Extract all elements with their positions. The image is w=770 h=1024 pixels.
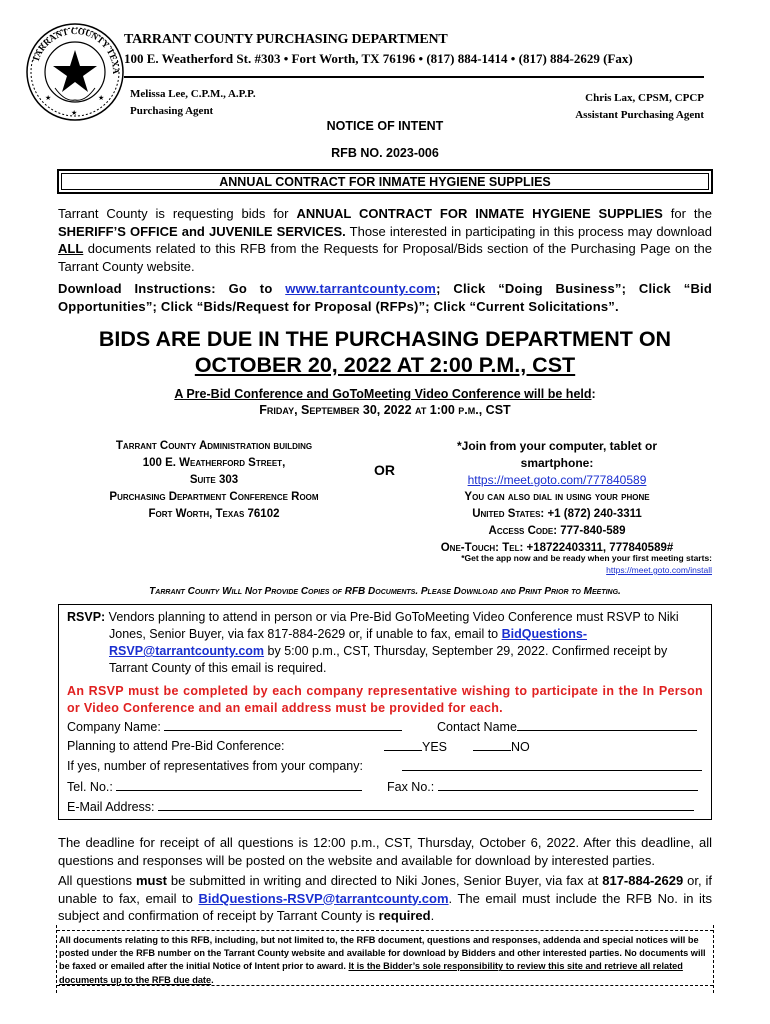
assistant-agent-title: Assistant Purchasing Agent (575, 109, 704, 121)
no-copies-warning: Tarrant County Will Not Provide Copies of RFB Documents. Please Download and Print Prior to Meeting. (149, 586, 621, 597)
department-name: TARRANT COUNTY PURCHASING DEPARTMENT (124, 32, 448, 47)
yes-field[interactable] (384, 739, 422, 751)
fax-label: Fax No.: (387, 780, 435, 794)
submission-email-link[interactable]: BidQuestions-RSVP@tarrantcounty.com (198, 890, 449, 906)
planning-label: Planning to attend Pre-Bid Conference: (67, 739, 285, 753)
rsvp-text: by 5:00 p.m., CST, Thursday, September 29, 2022. Confirmed receipt by Tarrant County of this email is required. (109, 644, 668, 675)
tel-label: Tel. No.: (67, 780, 113, 794)
agent-title: Purchasing Agent (130, 105, 214, 117)
conference-venue (60, 438, 368, 523)
venue-line: Fort Worth, Texas 76102 (148, 508, 280, 520)
or-label: OR (374, 462, 395, 478)
fine-print-border-right (713, 925, 714, 993)
company-name-field[interactable] (164, 719, 402, 731)
agent-name: Melissa Lee, C.P.M., A.P.P. (130, 88, 256, 100)
join-line: You can also dial in using your phone (464, 491, 650, 503)
venue-line: Purchasing Department Conference Room (109, 491, 319, 503)
meeting-link[interactable]: https://meet.goto.com/777840589 (467, 473, 647, 487)
tel-row (67, 779, 362, 794)
svg-text:★: ★ (45, 95, 52, 102)
phone-number: United States: +1 (872) 240-3311 (472, 508, 642, 520)
svg-text:TARRANT COUNTY TEXAS: TARRANT COUNTY TEXA (30, 25, 122, 75)
app-note-text: *Get the app now and be ready when your first meeting starts: (461, 553, 712, 563)
conference-date: Friday, September 30, 2022 at 1:00 p.m., CST (259, 403, 511, 417)
no-label: NO (511, 740, 530, 754)
svg-text:★: ★ (71, 110, 78, 117)
rsvp-label: RSVP: (67, 610, 106, 624)
intro-text: Those interested in participating in this process may download (345, 223, 712, 239)
one-touch: One-Touch: Tel: +18722403311, 777840589# (440, 542, 674, 554)
submission-required: required (378, 908, 431, 923)
email-row (67, 799, 694, 814)
rsvp-email-link[interactable]: BidQuestions-RSVP@tarrantcounty.com (109, 627, 588, 658)
contact-name-field[interactable] (517, 719, 697, 731)
purchasing-agent (130, 86, 256, 120)
contract-title: ANNUAL CONTRACT FOR INMATE HYGIENE SUPPLIES (61, 173, 709, 190)
email-label: E-Mail Address: (67, 800, 155, 814)
venue-line: Tarrant County Administration building (115, 440, 313, 452)
email-field[interactable] (158, 799, 694, 811)
rfb-number: RFB NO. 2023-006 (331, 146, 439, 160)
submission-text: All questions (58, 873, 136, 888)
svg-text:★: ★ (98, 95, 105, 102)
tel-field[interactable] (116, 779, 362, 791)
intro-text: documents related to this RFB from the Requests for Proposal/Bids section of the Purchasing Page on the Tarrant County website. (58, 241, 712, 274)
rsvp-box (58, 604, 712, 820)
intro-contract: ANNUAL CONTRACT FOR INMATE HYGIENE SUPPLIES (296, 206, 663, 221)
fine-print-text: All documents relating to this RFB, including, but not limited to, the RFB document, questions and responses, addenda and special notices will be posted under the RFB number on the Tarrant County website and available for download by Bidders and other interested parties. No documents will be faxed or emailed after the initial Notice of Intent prior to award. (59, 935, 706, 972)
conference-heading-text: A Pre-Bid Conference and GoToMeeting Video Conference will be held (174, 387, 592, 401)
department-address: 100 E. Weatherford St. #303 • Fort Worth, TX 76196 • (817) 884-1414 • (817) 884-2629 (Fax) (124, 51, 633, 66)
intro-departments: SHERIFF’S OFFICE and JUVENILE SERVICES. (58, 223, 346, 239)
county-seal (25, 22, 125, 122)
assistant-agent-name: Chris Lax, CPSM, CPCP (585, 92, 704, 104)
due-date (0, 352, 770, 378)
intro-paragraph (58, 205, 712, 275)
conference-heading (0, 387, 770, 401)
fine-print-responsibility: It is the Bidder’s sole responsibility to review this site and retrieve all related documents up to the RFB due date (59, 961, 683, 985)
submission-text: or, if unable to fax, email to (58, 873, 712, 906)
question-submission (58, 872, 712, 925)
contact-name-label: Contact Name (437, 720, 517, 734)
venue-line: Suite 303 (189, 474, 239, 486)
join-line: *Join from your computer, tablet or (456, 439, 658, 453)
intro-text: Tarrant County is requesting bids for (58, 206, 297, 221)
app-note (461, 552, 712, 576)
no-option (473, 739, 530, 754)
company-name-label: Company Name: (67, 720, 161, 734)
submission-must: must (135, 873, 167, 888)
fine-print: All documents relating to this RFB, including, but not limited to, the RFB document, questions and responses, addenda and special notices will be posted under the RFB number on the Tarrant County website and available for download by Bidders and other interested parties. No documents will be faxed or emailed after the initial Notice of Intent prior to award. It is the Bidder’s sole responsibility to review this site and retrieve all related documents up to the RFB due date. (57, 930, 713, 986)
yes-option (384, 739, 447, 754)
reps-field-wrap (402, 759, 702, 774)
submission-text: . The email must include the RFB No. in its subject and confirmation of receipt by Tarrant County is (58, 890, 712, 923)
contact-name-row (437, 719, 697, 734)
reps-label: If yes, number of representatives from your company: (67, 759, 363, 773)
instructions-text: ; Click “Doing Business”; Click “Bid Opportunities”; Click “Bids/Request for Proposal (RFPs)”; Click “Current Solicitations”. (58, 281, 712, 314)
intro-all: ALL (58, 241, 84, 256)
conference-colon: : (591, 387, 596, 401)
rsvp-red-notice: An RSVP must be completed by each company representative wishing to participate in the In Person or Video Conference and an email address must be provided for each. (67, 684, 703, 715)
intro-text: for the (662, 206, 712, 221)
planning-row (67, 739, 285, 753)
access-code: Access Code: 777-840-589 (488, 525, 626, 537)
submission-text: be submitted in writing and directed to Niki Jones, Senior Buyer, via fax at (167, 873, 603, 888)
yes-label: YES (422, 740, 448, 754)
company-name-row (67, 719, 402, 734)
due-line-1: BIDS ARE DUE IN THE PURCHASING DEPARTMENT ON (98, 327, 672, 351)
due-date-text: OCTOBER 20, 2022 AT 2:00 P.M., CST (194, 353, 576, 377)
header-divider (124, 76, 704, 78)
instructions-text: Download Instructions: Go to (58, 281, 286, 296)
reps-row (67, 759, 363, 773)
notice-title: NOTICE OF INTENT (326, 119, 444, 133)
no-field[interactable] (473, 739, 511, 751)
online-join-info (402, 438, 712, 557)
reps-field[interactable] (402, 759, 702, 771)
join-line: smartphone: (520, 456, 594, 470)
venue-line: 100 E. Weatherford Street, (142, 457, 286, 469)
install-link[interactable]: https://meet.goto.com/install (606, 565, 712, 575)
fax-row (387, 779, 698, 794)
download-instructions (58, 280, 712, 315)
website-link[interactable]: www.tarrantcounty.com (285, 281, 437, 296)
rsvp-paragraph (67, 609, 703, 717)
submission-text: . (430, 908, 435, 923)
rsvp-text: Vendors planning to attend in person or via Pre-Bid GoToMeeting Video Conference must RSVP to Niki Jones, Senior Buyer, via fax 817-884-2629 or, if unable to fax, email to (105, 610, 679, 641)
fax-field[interactable] (438, 779, 698, 791)
submission-fax: 817-884-2629 (602, 873, 684, 888)
contract-title-box (57, 169, 713, 194)
question-deadline: The deadline for receipt of all questions is 12:00 p.m., CST, Thursday, October 6, 2022. After this deadline, all questions and responses will be posted on the website and available for download by interested parties. (58, 835, 712, 868)
